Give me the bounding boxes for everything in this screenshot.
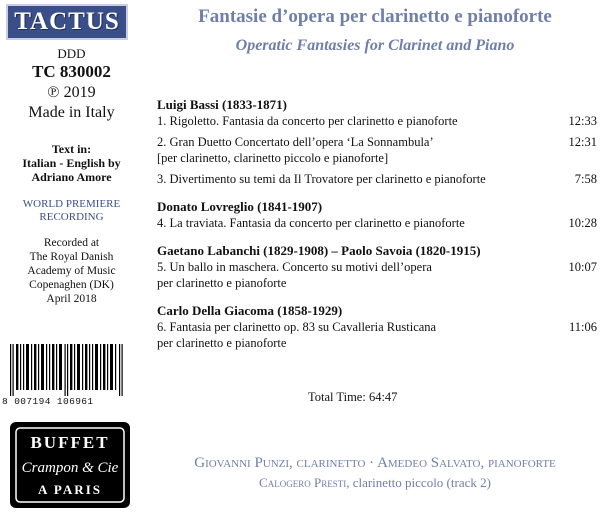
recorded-line: Recorded at <box>43 237 100 249</box>
composer-heading: Donato Lovreglio (1841-1907) <box>157 199 323 214</box>
buffet-logo-line3: A PARIS <box>38 482 102 497</box>
track-title: 2. Gran Duetto Concertato dell’opera ‘La Sonnambula’ <box>157 135 434 149</box>
total-time: Total Time: 64:47 <box>308 390 398 404</box>
text-in-author: Adriano Amore <box>31 170 112 184</box>
track-duration: 12:31 <box>568 135 597 149</box>
catalog-number: TC 830002 <box>32 62 111 81</box>
performers-line-2 <box>150 475 600 491</box>
track-list <box>157 97 597 351</box>
tactus-logo-text: TACTUS <box>14 8 120 35</box>
world-premiere-block <box>0 198 143 224</box>
track-row <box>157 319 597 351</box>
performer-role: , clarinetto piccolo (track 2) <box>346 475 491 490</box>
recorded-line: Copenaghen (DK) <box>29 279 114 291</box>
recorded-line: The Royal Danish <box>29 251 114 263</box>
phonogram-year: ℗ 2019 <box>47 84 96 101</box>
track-title: 4. La traviata. Fantasia da concerto per clarinetto e pianoforte <box>157 216 465 230</box>
recorded-at-block <box>0 236 143 306</box>
track-row <box>157 171 597 187</box>
composer-heading: Gaetano Labanchi (1829-1908) – Paolo Savoia (1820-1915) <box>157 243 481 258</box>
track-row <box>157 113 597 129</box>
text-in-heading: Text in: <box>51 142 92 156</box>
track-subtitle: per clarinetto e pianoforte <box>157 336 287 350</box>
track-title: 5. Un ballo in maschera. Concerto su motivi dell’opera <box>157 260 432 274</box>
track-title: 1. Rigoletto. Fantasia da concerto per clarinetto e pianoforte <box>157 114 458 128</box>
text-in-block <box>0 142 143 184</box>
buffet-crampon-logo <box>10 422 130 508</box>
track-title: 3. Divertimento su temi da Il Trovatore per clarinetto e pianoforte <box>157 172 486 186</box>
track-row <box>157 259 597 291</box>
track-row <box>157 134 597 166</box>
recorded-line: Academy of Music <box>27 265 116 277</box>
track-duration: 11:06 <box>568 320 597 334</box>
track-duration: 7:58 <box>574 172 597 186</box>
ddd-code: DDD <box>57 46 86 61</box>
premiere-line: WORLD PREMIERE <box>22 198 121 210</box>
barcode-icon <box>8 344 126 396</box>
album-title-italian: Fantasie d’opera per clarinetto e pianoforte <box>198 6 552 27</box>
track-subtitle: per clarinetto e pianoforte <box>157 276 287 290</box>
premiere-line: RECORDING <box>39 211 104 223</box>
track-subtitle: [per clarinetto, clarinetto piccolo e pianoforte] <box>157 151 389 165</box>
track-title: 6. Fantasia per clarinetto op. 83 su Cavalleria Rusticana <box>157 320 437 334</box>
performer-name: Calogero Presti <box>259 475 347 490</box>
track-duration: 12:33 <box>568 114 597 128</box>
label-info-column <box>0 0 143 410</box>
composer-heading: Luigi Bassi (1833-1871) <box>157 97 288 112</box>
composer-heading: Carlo Della Giacoma (1858-1929) <box>157 303 343 318</box>
recorded-line: April 2018 <box>46 293 97 305</box>
tactus-logo <box>6 4 128 40</box>
text-in-languages: Italian - English by <box>22 156 121 170</box>
track-duration: 10:28 <box>568 216 597 230</box>
track-row <box>157 215 597 231</box>
track-duration: 10:07 <box>568 260 597 274</box>
album-title-english: Operatic Fantasies for Clarinet and Piano <box>235 37 515 54</box>
made-in: Made in Italy <box>28 104 115 121</box>
buffet-logo-line1: BUFFET <box>30 433 110 452</box>
barcode-digits: 8 007194 106961 <box>2 396 94 407</box>
performers-line: Giovanni Punzi, clarinetto · Amedeo Salvato, pianoforte <box>194 455 556 471</box>
buffet-logo-line2: Crampon & Cie <box>21 460 119 476</box>
